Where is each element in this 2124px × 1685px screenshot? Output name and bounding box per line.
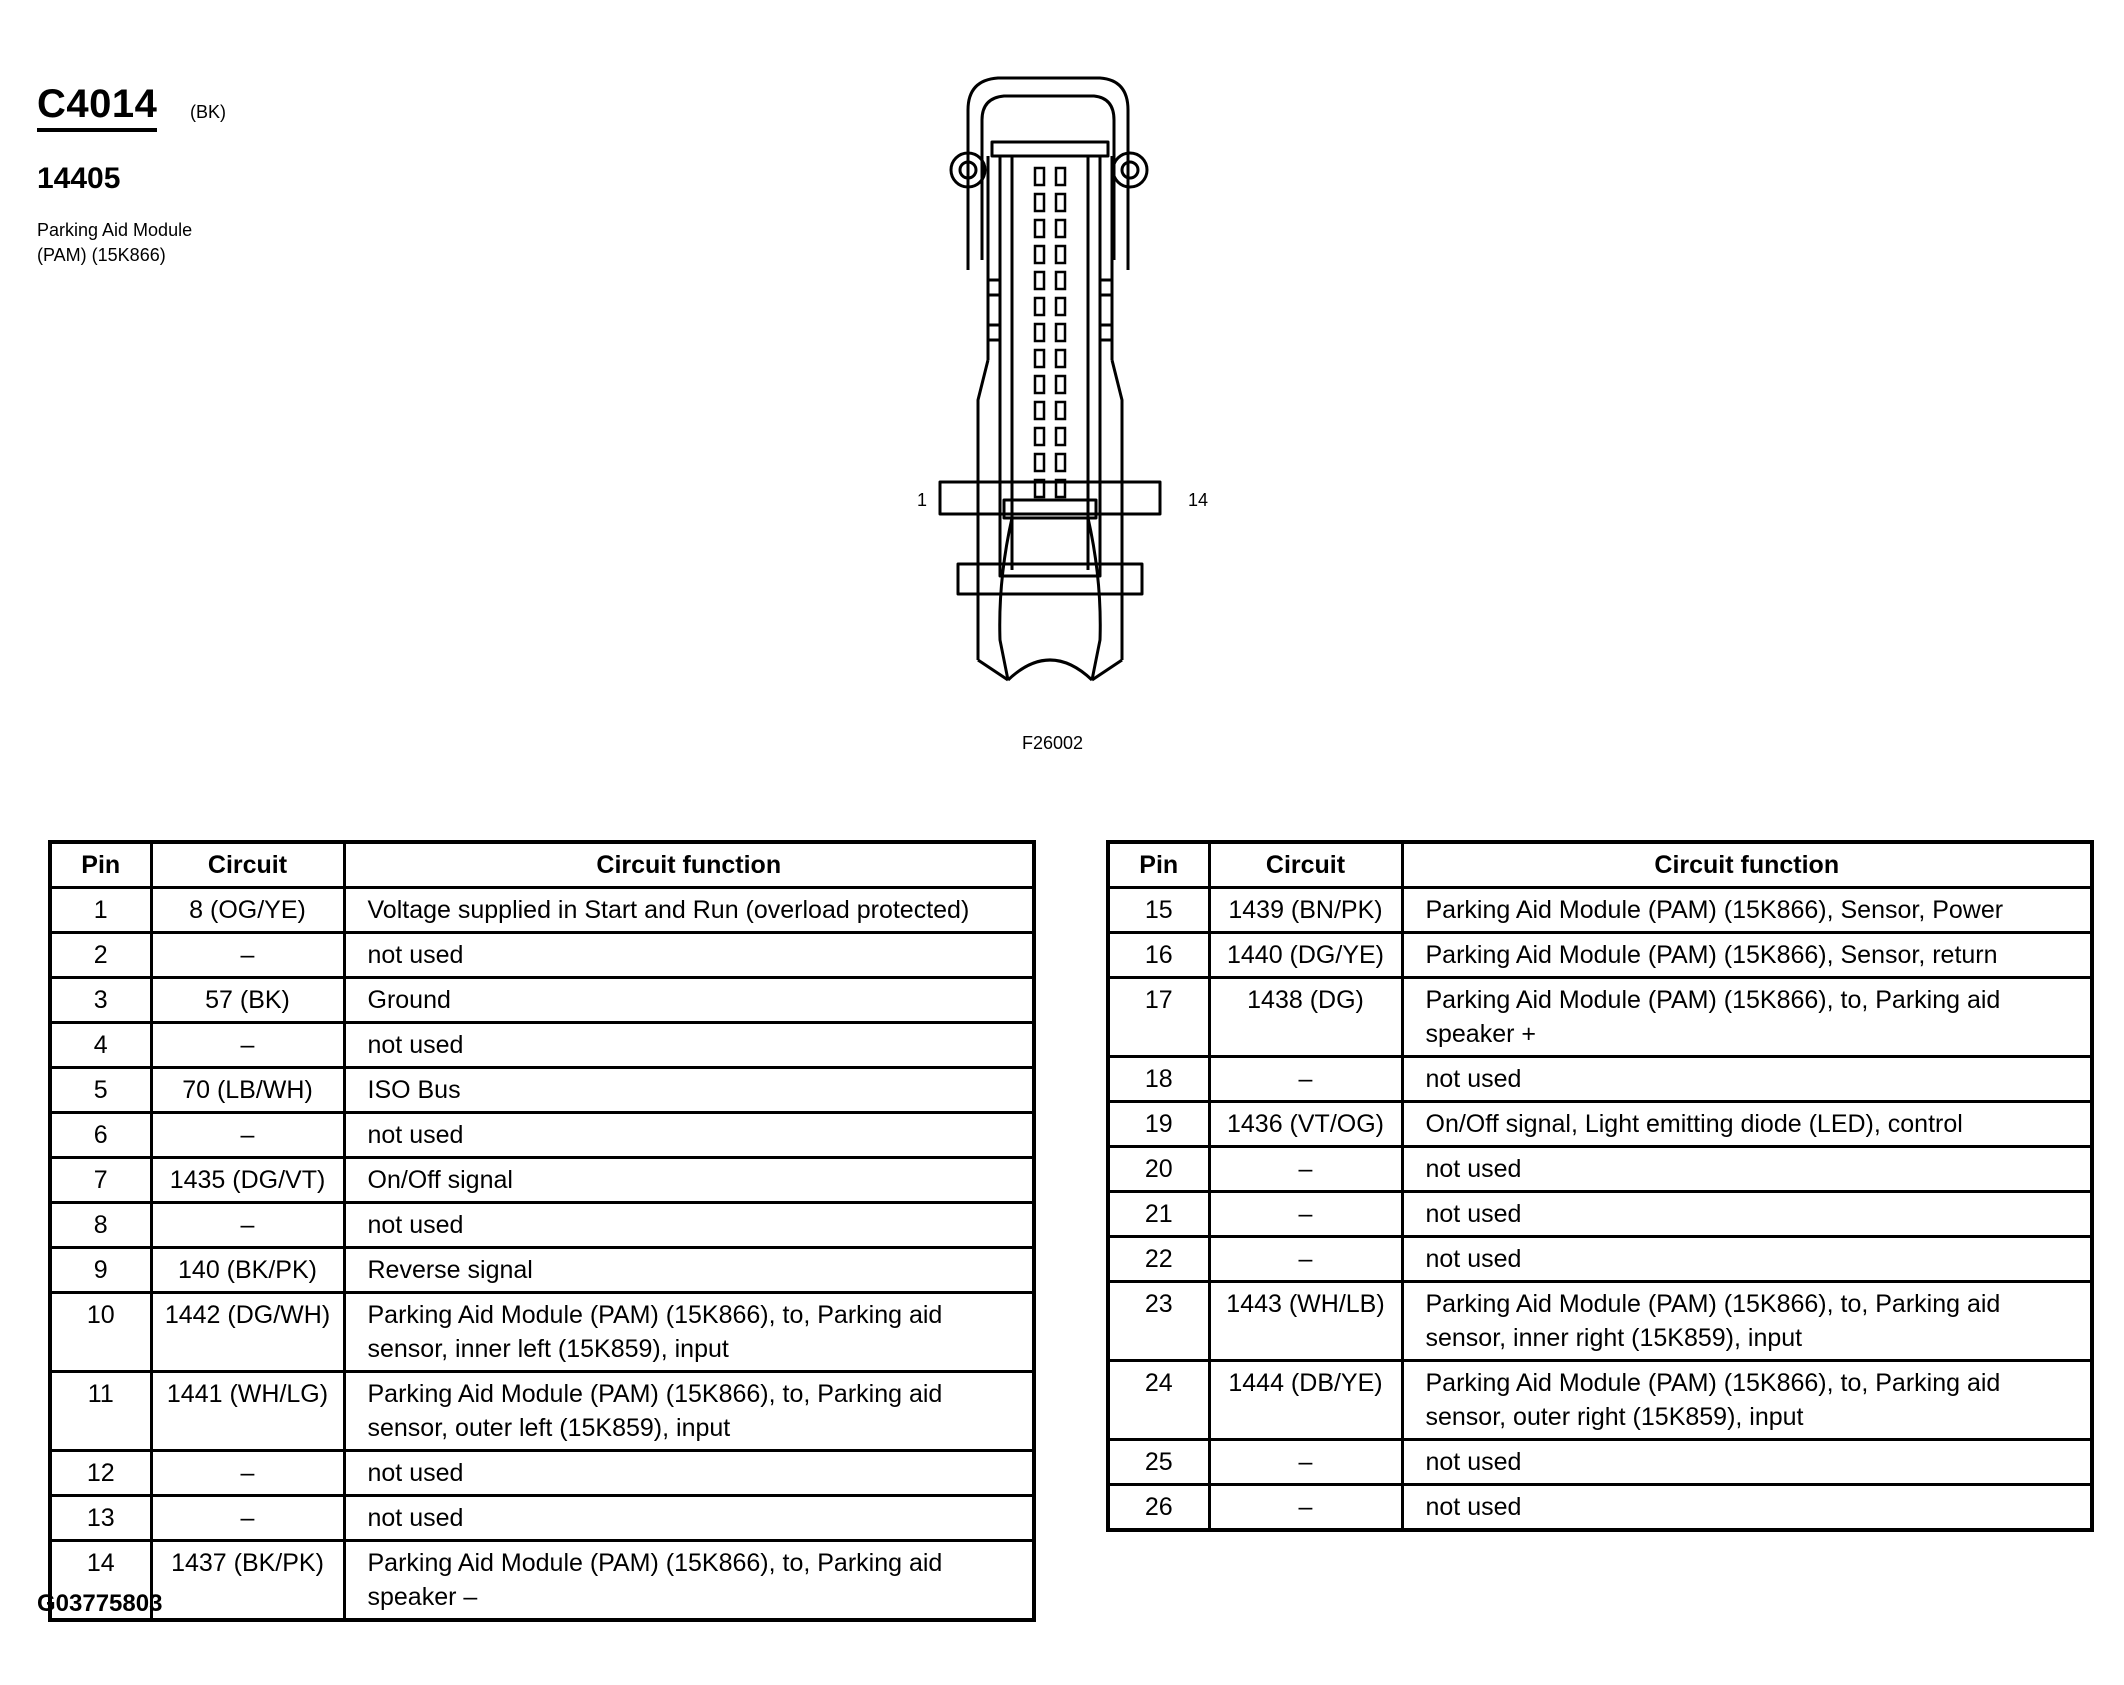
connector-id: C4014 [37,82,157,132]
table-header-row [50,842,1034,888]
cell-circuit: – [151,933,344,978]
cell-pin: 6 [50,1113,151,1158]
table-row [1108,1192,2092,1237]
cell-function: Parking Aid Module (PAM) (15K866), to, Parking aid sensor, inner left (15K859), input [344,1293,1034,1372]
cell-circuit: – [1209,1237,1402,1282]
cell-function: Ground [344,978,1034,1023]
table-header-row [1108,842,2092,888]
cell-circuit: 1440 (DG/YE) [1209,933,1402,978]
cell-circuit: 1437 (BK/PK) [151,1541,344,1621]
connector-face-diagram [900,60,1200,720]
cell-function: Parking Aid Module (PAM) (15K866), to, Parking aid sensor, outer right (15K859), input [1402,1361,2092,1440]
cell-function: not used [1402,1057,2092,1102]
table-row [1108,1282,2092,1361]
description-line-2: (PAM) (15K866) [37,245,166,265]
cell-function: not used [344,1113,1034,1158]
table-row [50,888,1034,933]
table-row [1108,933,2092,978]
cell-pin: 3 [50,978,151,1023]
cell-circuit: 70 (LB/WH) [151,1068,344,1113]
cell-function: Voltage supplied in Start and Run (overload protected) [344,888,1034,933]
figure-code: F26002 [1022,733,1084,753]
latch-outer [968,78,1128,270]
table-row [50,1158,1034,1203]
cell-pin: 19 [1108,1102,1209,1147]
cell-pin: 13 [50,1496,151,1541]
cell-pin: 21 [1108,1192,1209,1237]
table-row [1108,1485,2092,1531]
table-row [1108,1361,2092,1440]
header-circuit: Circuit [1209,842,1402,888]
cell-circuit: – [1209,1440,1402,1485]
cell-function: Parking Aid Module (PAM) (15K866), Sensor, Power [1402,888,2092,933]
cell-function: not used [344,1203,1034,1248]
table-row [1108,888,2092,933]
table-row [50,1496,1034,1541]
cell-circuit: 1442 (DG/WH) [151,1293,344,1372]
cell-pin: 8 [50,1203,151,1248]
cell-pin: 12 [50,1451,151,1496]
table-row [50,1372,1034,1451]
cell-circuit: 1444 (DB/YE) [1209,1361,1402,1440]
cell-pin: 25 [1108,1440,1209,1485]
cell-pin: 26 [1108,1485,1209,1531]
table-row [50,1068,1034,1113]
cell-pin: 15 [1108,888,1209,933]
cell-circuit: 57 (BK) [151,978,344,1023]
table-row [50,1248,1034,1293]
cell-pin: 1 [50,888,151,933]
cell-pin: 11 [50,1372,151,1451]
cell-circuit: – [151,1113,344,1158]
cell-circuit: – [151,1496,344,1541]
cell-circuit: – [151,1023,344,1068]
right-ear [1113,153,1147,187]
cell-circuit: 1441 (WH/LG) [151,1372,344,1451]
cell-function: On/Off signal [344,1158,1034,1203]
cell-pin: 2 [50,933,151,978]
connector-color: (BK) [190,102,226,122]
cell-circuit: 8 (OG/YE) [151,888,344,933]
table-row [1108,1237,2092,1282]
graphic-code: G03775803 [37,1590,163,1617]
cell-function: Parking Aid Module (PAM) (15K866), to, Parking aid sensor, outer left (15K859), input [344,1372,1034,1451]
lower-collar [958,564,1142,594]
cell-pin: 18 [1108,1057,1209,1102]
header-pin: Pin [1108,842,1209,888]
table-row [50,1451,1034,1496]
cell-circuit: – [1209,1057,1402,1102]
description-line-1: Parking Aid Module [37,220,193,240]
harness-number: 14405 [37,162,121,195]
cell-function: not used [1402,1485,2092,1531]
cell-circuit: 1435 (DG/VT) [151,1158,344,1203]
cell-circuit: – [151,1203,344,1248]
table-row [50,1293,1034,1372]
cell-function: not used [344,1496,1034,1541]
table-row [1108,1147,2092,1192]
pin-table-left [48,840,1036,1622]
latch-inner [982,96,1114,260]
cell-function: Reverse signal [344,1248,1034,1293]
cell-pin: 17 [1108,978,1209,1057]
cell-pin: 23 [1108,1282,1209,1361]
cell-circuit: 1438 (DG) [1209,978,1402,1057]
header-function: Circuit function [1402,842,2092,888]
cell-function: not used [1402,1147,2092,1192]
header-function: Circuit function [344,842,1034,888]
cell-pin: 7 [50,1158,151,1203]
header-pin: Pin [50,842,151,888]
cell-circuit: – [1209,1192,1402,1237]
table-row [1108,1440,2092,1485]
cell-circuit: 140 (BK/PK) [151,1248,344,1293]
cell-circuit: – [1209,1485,1402,1531]
cell-pin: 24 [1108,1361,1209,1440]
pin-14-label: 14 [1188,490,1209,510]
pin-table-right [1106,840,2094,1532]
cell-function: Parking Aid Module (PAM) (15K866), to, Parking aid speaker – [344,1541,1034,1621]
table-row [1108,1102,2092,1147]
table-row [50,1113,1034,1158]
cell-function: not used [344,1023,1034,1068]
cell-function: not used [1402,1237,2092,1282]
pin-1-label: 1 [917,490,928,510]
cell-circuit: 1436 (VT/OG) [1209,1102,1402,1147]
table-row [50,933,1034,978]
cell-function: Parking Aid Module (PAM) (15K866), to, Parking aid sensor, inner right (15K859), input [1402,1282,2092,1361]
table-row [1108,978,2092,1057]
table-row [50,1541,1034,1621]
cell-pin: 10 [50,1293,151,1372]
cell-function: not used [1402,1440,2092,1485]
cell-function: Parking Aid Module (PAM) (15K866), Sensor, return [1402,933,2092,978]
cell-function: not used [1402,1192,2092,1237]
table-row [50,1023,1034,1068]
cell-pin: 20 [1108,1147,1209,1192]
cell-circuit: – [151,1451,344,1496]
mounting-flange [940,482,1160,514]
cell-pin: 4 [50,1023,151,1068]
component-description [37,218,192,268]
cell-pin: 16 [1108,933,1209,978]
cell-function: Parking Aid Module (PAM) (15K866), to, Parking aid speaker + [1402,978,2092,1057]
table-row [50,1203,1034,1248]
cell-pin: 22 [1108,1237,1209,1282]
cell-pin: 9 [50,1248,151,1293]
cell-pin: 14 [50,1541,151,1621]
header-circuit: Circuit [151,842,344,888]
cell-circuit: 1439 (BN/PK) [1209,888,1402,933]
cell-circuit: 1443 (WH/LB) [1209,1282,1402,1361]
cell-function: ISO Bus [344,1068,1034,1113]
cell-function: not used [344,933,1034,978]
pin-cavities [1035,168,1065,497]
cell-function: not used [344,1451,1034,1496]
table-row [50,978,1034,1023]
cell-circuit: – [1209,1147,1402,1192]
cell-function: On/Off signal, Light emitting diode (LED), control [1402,1102,2092,1147]
cell-pin: 5 [50,1068,151,1113]
table-row [1108,1057,2092,1102]
top-cap [992,142,1108,156]
